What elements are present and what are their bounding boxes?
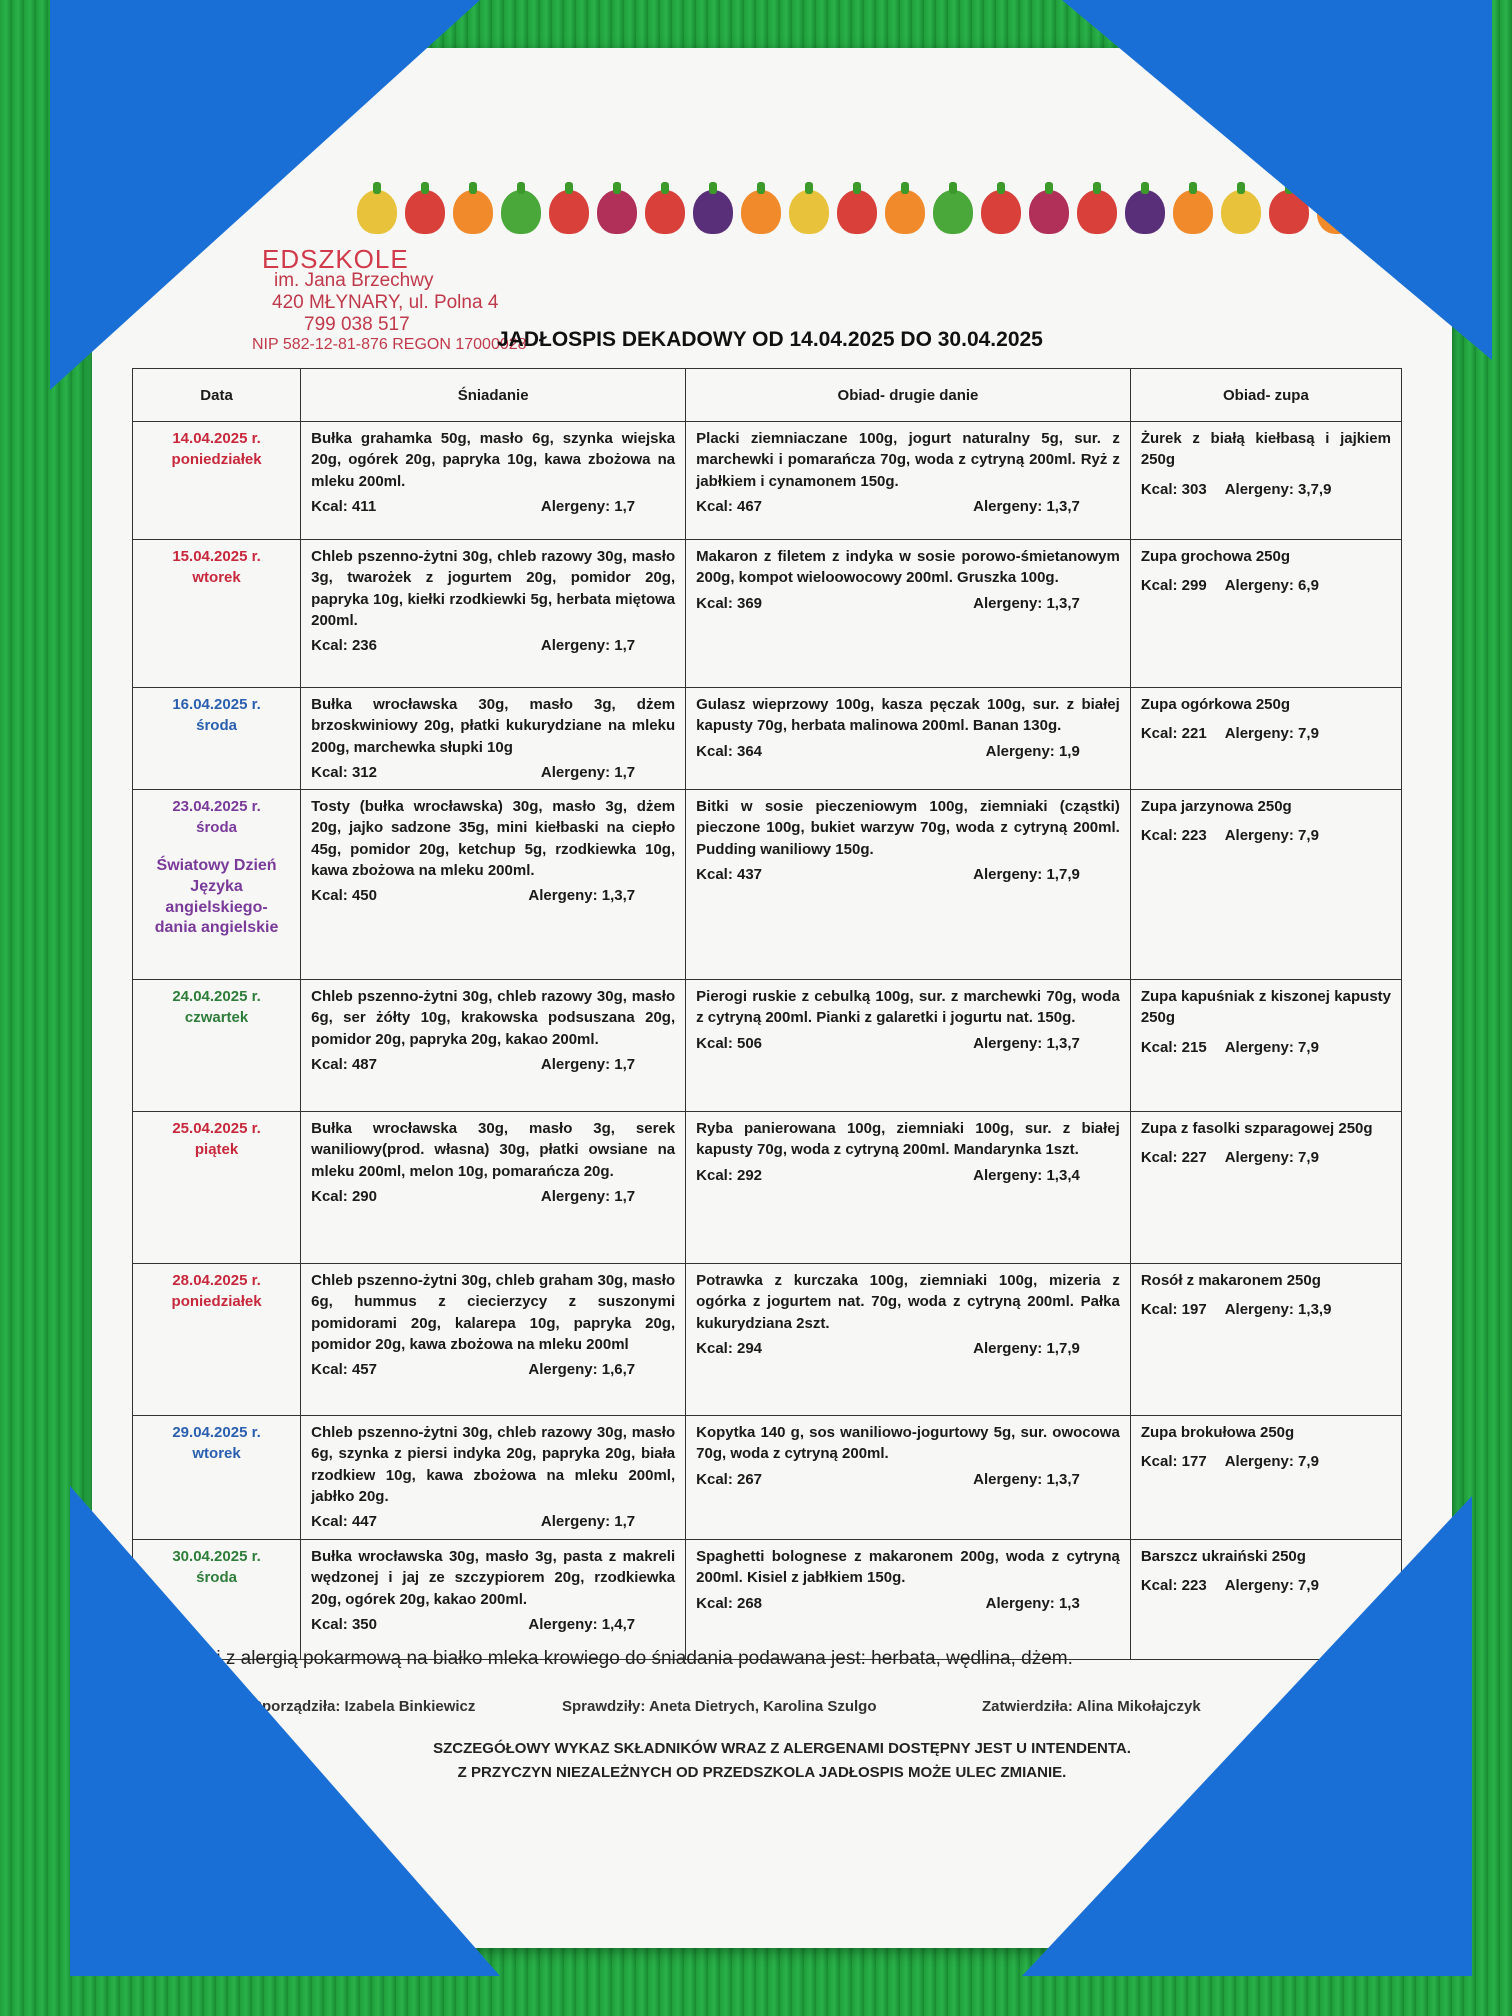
date-cell [133, 790, 301, 980]
lunch-main-kcal: Kcal: 268 [696, 1594, 763, 1612]
breakfast-kcal: Kcal: 457 [311, 1361, 377, 1379]
breakfast-kcal: Kcal: 290 [311, 1187, 377, 1205]
lunch-main-kcal: Kcal: 294 [696, 1339, 763, 1357]
soup-allergens: Alergeny: 6,9 [1224, 577, 1319, 595]
breakfast-cell [301, 980, 686, 1112]
soup-allergens: Alergeny: 1,3,9 [1224, 1301, 1332, 1319]
lunch-main-cell [686, 1112, 1131, 1264]
soup-cell [1130, 1112, 1401, 1264]
menu-table [132, 368, 1402, 1660]
lunch-main-kcal: Kcal: 437 [696, 865, 763, 883]
soup-text: Zupa kapuśniak z kiszonej kapusty 250g [1140, 988, 1391, 1027]
corner-holder-bottom-left [70, 1486, 500, 1976]
date-text: 28.04.2025 r. [172, 1272, 261, 1289]
breakfast-kcal: Kcal: 312 [311, 763, 377, 781]
date-text: 30.04.2025 r. [172, 1548, 261, 1565]
soup-allergens: Alergeny: 3,7,9 [1224, 480, 1332, 498]
soup-kcal: Kcal: 221 [1140, 725, 1207, 743]
breakfast-kcal: Kcal: 450 [311, 887, 377, 905]
soup-cell [1130, 980, 1401, 1112]
breakfast-allergens: Alergeny: 1,6,7 [528, 1361, 636, 1379]
lunch-main-text: Ryba panierowana 100g, ziemniaki 100g, sur. z białej kapusty 70g, woda z cytryną 200ml. Mandarynka 1szt. [696, 1120, 1120, 1159]
vegetable-icon [645, 190, 685, 234]
lunch-main-text: Spaghetti bolognese z makaronem 200g, woda z cytryną 200ml. Kisiel z jabłkiem 150g. [696, 1548, 1120, 1587]
breakfast-text: Chleb pszenno-żytni 30g, chleb razowy 30g, masło 6g, szynka z piersi indyka 20g, papryka 20g, biała rzodkiew 10g, kawa zbożowa na mleku 200ml, jabłko 20g. [311, 1424, 676, 1505]
vegetable-icon [693, 190, 733, 234]
breakfast-allergens: Alergeny: 1,3,7 [528, 887, 636, 905]
lunch-main-text: Placki ziemniaczane 100g, jogurt naturalny 5g, sur. z marchewki i pomarańcza 70g, woda z cytryną 200ml. Ryż z jabłkiem i cynamonem 150g. [696, 430, 1120, 490]
breakfast-text: Chleb pszenno-żytni 30g, chleb razowy 30g, masło 6g, ser żółty 10g, krakowska podsuszana 20g, pomidor 20g, papryka 20g, kakao 200ml. [311, 988, 676, 1048]
lunch-main-text: Makaron z filetem z indyka w sosie porowo-śmietanowym 200g, kompot wieloowocowy 200ml. Gruszka 100g. [696, 548, 1120, 587]
page-title: JADŁOSPIS DEKADOWY OD 14.04.2025 DO 30.04.2025 [497, 328, 1043, 351]
date-cell [133, 688, 301, 790]
lunch-main-text: Pierogi ruskie z cebulką 100g, sur. z marchewki 70g, woda z cytryną 200ml. Pianki z galaretki i jogurtu nat. 150g. [696, 988, 1120, 1027]
breakfast-allergens: Alergeny: 1,7 [540, 637, 636, 655]
weekday-text: piątek [194, 1141, 239, 1158]
lunch-main-kcal: Kcal: 369 [696, 594, 763, 612]
breakfast-cell [301, 540, 686, 688]
lunch-main-kcal: Kcal: 292 [696, 1166, 763, 1184]
lunch-main-cell [686, 688, 1131, 790]
breakfast-allergens: Alergeny: 1,7 [540, 1187, 636, 1205]
weekday-text: poniedziałek [171, 451, 262, 468]
date-text: 16.04.2025 r. [172, 696, 261, 713]
lunch-main-cell [686, 422, 1131, 540]
lunch-main-allergens: Alergeny: 1,3,7 [973, 497, 1080, 515]
soup-kcal: Kcal: 215 [1140, 1038, 1207, 1056]
vegetable-icon [837, 190, 877, 234]
weekday-text: wtorek [192, 1445, 241, 1462]
lunch-main-text: Bitki w sosie pieczeniowym 100g, ziemniaki (cząstki) pieczone 100g, bukiet warzyw 70g, woda z cytryną 200ml. Pudding waniliowy 150g. [696, 798, 1120, 858]
column-header-date: Data [133, 369, 301, 422]
school-phone: 799 038 517 [304, 314, 410, 335]
lunch-main-cell [686, 980, 1131, 1112]
lunch-main-cell [686, 1264, 1131, 1416]
vegetable-icon [933, 190, 973, 234]
breakfast-text: Bułka wrocławska 30g, masło 3g, pasta z makreli wędzonej i jaj ze szczypiorem 20g, rzodkiewka 20g, ogórek 20g, kakao 200ml. [311, 1548, 676, 1608]
column-header-lunch-main: Obiad- drugie danie [686, 369, 1131, 422]
soup-cell [1130, 540, 1401, 688]
prepared-by: Sporządziła: Izabela Binkiewicz [252, 1698, 476, 1715]
lunch-main-allergens: Alergeny: 1,3,4 [973, 1166, 1080, 1184]
date-text: 25.04.2025 r. [172, 1120, 261, 1137]
breakfast-cell [301, 1112, 686, 1264]
lunch-main-text: Potrawka z kurczaka 100g, ziemniaki 100g, mizeria z ogórka z jogurtem nat. 70g, woda z cytryną 200ml. Pałka kukurydziana 2szt. [696, 1272, 1120, 1332]
date-cell [133, 540, 301, 688]
breakfast-text: Bułka grahamka 50g, masło 6g, szynka wiejska 20g, ogórek 20g, papryka 10g, kawa zbożowa na mleku 200ml. [311, 430, 676, 490]
date-text: 15.04.2025 r. [172, 548, 261, 565]
date-cell [133, 1264, 301, 1416]
lunch-main-text: Kopytka 140 g, sos waniliowo-jogurtowy 5g, sur. owocowa 70g, woda z cytryną 200ml. [696, 1424, 1120, 1463]
column-header-lunch-soup: Obiad- zupa [1130, 369, 1401, 422]
approved-by: Zatwierdziła: Alina Mikołajczyk [982, 1698, 1201, 1715]
date-cell [133, 980, 301, 1112]
soup-allergens: Alergeny: 7,9 [1224, 725, 1319, 743]
column-header-breakfast: Śniadanie [301, 369, 686, 422]
school-patron: im. Jana Brzechwy [274, 270, 434, 291]
soup-kcal: Kcal: 197 [1140, 1301, 1207, 1319]
soup-cell [1130, 1264, 1401, 1416]
table-row [133, 540, 1402, 688]
soup-cell [1130, 790, 1401, 980]
weekday-text: poniedziałek [171, 1293, 262, 1310]
corner-holder-top-right [1062, 0, 1492, 360]
school-name: EDSZKOLE [262, 244, 409, 274]
breakfast-text: Bułka wrocławska 30g, masło 3g, dżem brzoskwiniowy 20g, płatki kukurydziane na mleku 200g, marchewka słupki 10g [311, 696, 676, 756]
vegetable-icon [597, 190, 637, 234]
vegetable-icon [885, 190, 925, 234]
soup-allergens: Alergeny: 7,9 [1224, 827, 1319, 845]
footer-change-note: Z PRZYCZYN NIEZALEŻNYCH OD PRZEDSZKOLA JADŁOSPIS MOŻE ULEC ZMIANIE. [457, 1764, 1067, 1781]
breakfast-allergens: Alergeny: 1,4,7 [528, 1615, 636, 1633]
date-cell [133, 1112, 301, 1264]
lunch-main-text: Gulasz wieprzowy 100g, kasza pęczak 100g, sur. z białej kapusty 70g, herbata malinowa 200ml. Banan 130g. [696, 696, 1120, 735]
lunch-main-allergens: Alergeny: 1,9 [985, 742, 1080, 760]
soup-text: Żurek z białą kiełbasą i jajkiem 250g [1140, 430, 1391, 469]
soup-text: Zupa z fasolki szparagowej 250g [1140, 1120, 1373, 1137]
soup-cell [1130, 688, 1401, 790]
soup-kcal: Kcal: 299 [1140, 577, 1207, 595]
date-text: 23.04.2025 r. [172, 798, 261, 815]
weekday-text: wtorek [192, 569, 241, 586]
breakfast-text: Bułka wrocławska 30g, masło 3g, serek waniliowy(prod. własna) 30g, płatki owsiane na mleku 200ml, melon 10g, pomarańcza 20g. [311, 1120, 676, 1180]
breakfast-text: Chleb pszenno-żytni 30g, chleb graham 30g, masło 6g, hummus z ciecierzycy z suszonymi pomidorami 20g, kalarepa 10g, papryka 20g, pomidor 20g, kawa zbożowa na mleku 200ml [311, 1272, 676, 1353]
vegetable-icon [501, 190, 541, 234]
lunch-main-cell [686, 790, 1131, 980]
breakfast-cell [301, 790, 686, 980]
date-text: 24.04.2025 r. [172, 988, 261, 1005]
lunch-main-allergens: Alergeny: 1,3,7 [973, 1470, 1080, 1488]
lunch-main-allergens: Alergeny: 1,3,7 [973, 1034, 1080, 1052]
soup-text: Zupa grochowa 250g [1140, 548, 1291, 565]
breakfast-cell [301, 1264, 686, 1416]
lunch-main-cell [686, 540, 1131, 688]
allergy-note: dzieci z alergią pokarmową na białko mleka krowiego do śniadania podawana jest: herbata, wędlina, dżem. [172, 1648, 1073, 1669]
vegetable-icon [789, 190, 829, 234]
breakfast-allergens: Alergeny: 1,7 [540, 1055, 636, 1073]
vegetable-icon [741, 190, 781, 234]
soup-text: Rosół z makaronem 250g [1140, 1272, 1321, 1289]
table-row [133, 422, 1402, 540]
lunch-main-kcal: Kcal: 506 [696, 1034, 763, 1052]
checked-by: Sprawdziły: Aneta Dietrych, Karolina Szulgo [562, 1698, 877, 1715]
corner-holder-bottom-right [1022, 1496, 1472, 1976]
vegetable-icon [981, 190, 1021, 234]
weekday-text: środa [196, 1569, 237, 1586]
weekday-text: środa [196, 717, 237, 734]
date-text: 14.04.2025 r. [172, 430, 261, 447]
breakfast-cell [301, 422, 686, 540]
soup-allergens: Alergeny: 7,9 [1224, 1038, 1319, 1056]
school-ids: NIP 582-12-81-876 REGON 17000028 [252, 336, 527, 353]
lunch-main-allergens: Alergeny: 1,7,9 [973, 1339, 1080, 1357]
lunch-main-allergens: Alergeny: 1,3 [985, 1594, 1080, 1612]
breakfast-kcal: Kcal: 447 [311, 1513, 377, 1531]
weekday-text: środa [196, 819, 237, 836]
weekday-text: czwartek [184, 1009, 249, 1026]
lunch-main-kcal: Kcal: 364 [696, 742, 763, 760]
breakfast-kcal: Kcal: 236 [311, 637, 377, 655]
soup-kcal: Kcal: 177 [1140, 1453, 1207, 1471]
soup-text: Zupa brokułowa 250g [1140, 1424, 1295, 1441]
breakfast-kcal: Kcal: 411 [311, 497, 377, 515]
soup-allergens: Alergeny: 7,9 [1224, 1149, 1319, 1167]
table-row [133, 790, 1402, 980]
soup-text: Barszcz ukraiński 250g [1140, 1548, 1306, 1565]
soup-kcal: Kcal: 227 [1140, 1149, 1207, 1167]
special-day-text: Światowy Dzień Języka angielskiego- dania angielskie [154, 857, 279, 937]
date-text: 29.04.2025 r. [172, 1424, 261, 1441]
table-row [133, 1264, 1402, 1416]
date-cell [133, 422, 301, 540]
breakfast-text: Chleb pszenno-żytni 30g, chleb razowy 30g, masło 3g, twarożek z jogurtem 20g, pomidor 20g, papryka 10g, kiełki rzodkiewki 5g, herbata miętowa 200ml. [311, 548, 676, 629]
breakfast-allergens: Alergeny: 1,7 [540, 497, 636, 515]
breakfast-cell [301, 688, 686, 790]
footer-ingredients-note: SZCZEGÓŁOWY WYKAZ SKŁADNIKÓW WRAZ Z ALERGENAMI DOSTĘPNY JEST U INTENDENTA. [433, 1740, 1131, 1757]
soup-kcal: Kcal: 223 [1140, 1577, 1207, 1595]
school-address: 420 MŁYNARY, ul. Polna 4 [272, 292, 499, 313]
lunch-main-allergens: Alergeny: 1,3,7 [973, 594, 1080, 612]
lunch-main-kcal: Kcal: 467 [696, 497, 763, 515]
soup-text: Zupa ogórkowa 250g [1140, 696, 1291, 713]
lunch-main-allergens: Alergeny: 1,7,9 [973, 865, 1080, 883]
vegetable-icon [549, 190, 589, 234]
table-row [133, 688, 1402, 790]
breakfast-allergens: Alergeny: 1,7 [540, 763, 636, 781]
breakfast-kcal: Kcal: 487 [311, 1055, 377, 1073]
soup-allergens: Alergeny: 7,9 [1224, 1453, 1319, 1471]
soup-allergens: Alergeny: 7,9 [1224, 1577, 1319, 1595]
soup-kcal: Kcal: 303 [1140, 480, 1207, 498]
table-row [133, 1112, 1402, 1264]
soup-kcal: Kcal: 223 [1140, 827, 1207, 845]
corner-holder-top-left [50, 0, 480, 390]
table-row [133, 980, 1402, 1112]
lunch-main-kcal: Kcal: 267 [696, 1470, 763, 1488]
soup-text: Zupa jarzynowa 250g [1140, 798, 1292, 815]
breakfast-kcal: Kcal: 350 [311, 1615, 377, 1633]
breakfast-allergens: Alergeny: 1,7 [540, 1513, 636, 1531]
breakfast-text: Tosty (bułka wrocławska) 30g, masło 3g, dżem 20g, jajko sadzone 35g, mini kiełbaski na ciepło 45g, pomidor 20g, ketchup 5g, rzodkiewka 10g, kawa zbożowa na mleku 200ml. [311, 798, 676, 879]
soup-cell [1130, 422, 1401, 540]
